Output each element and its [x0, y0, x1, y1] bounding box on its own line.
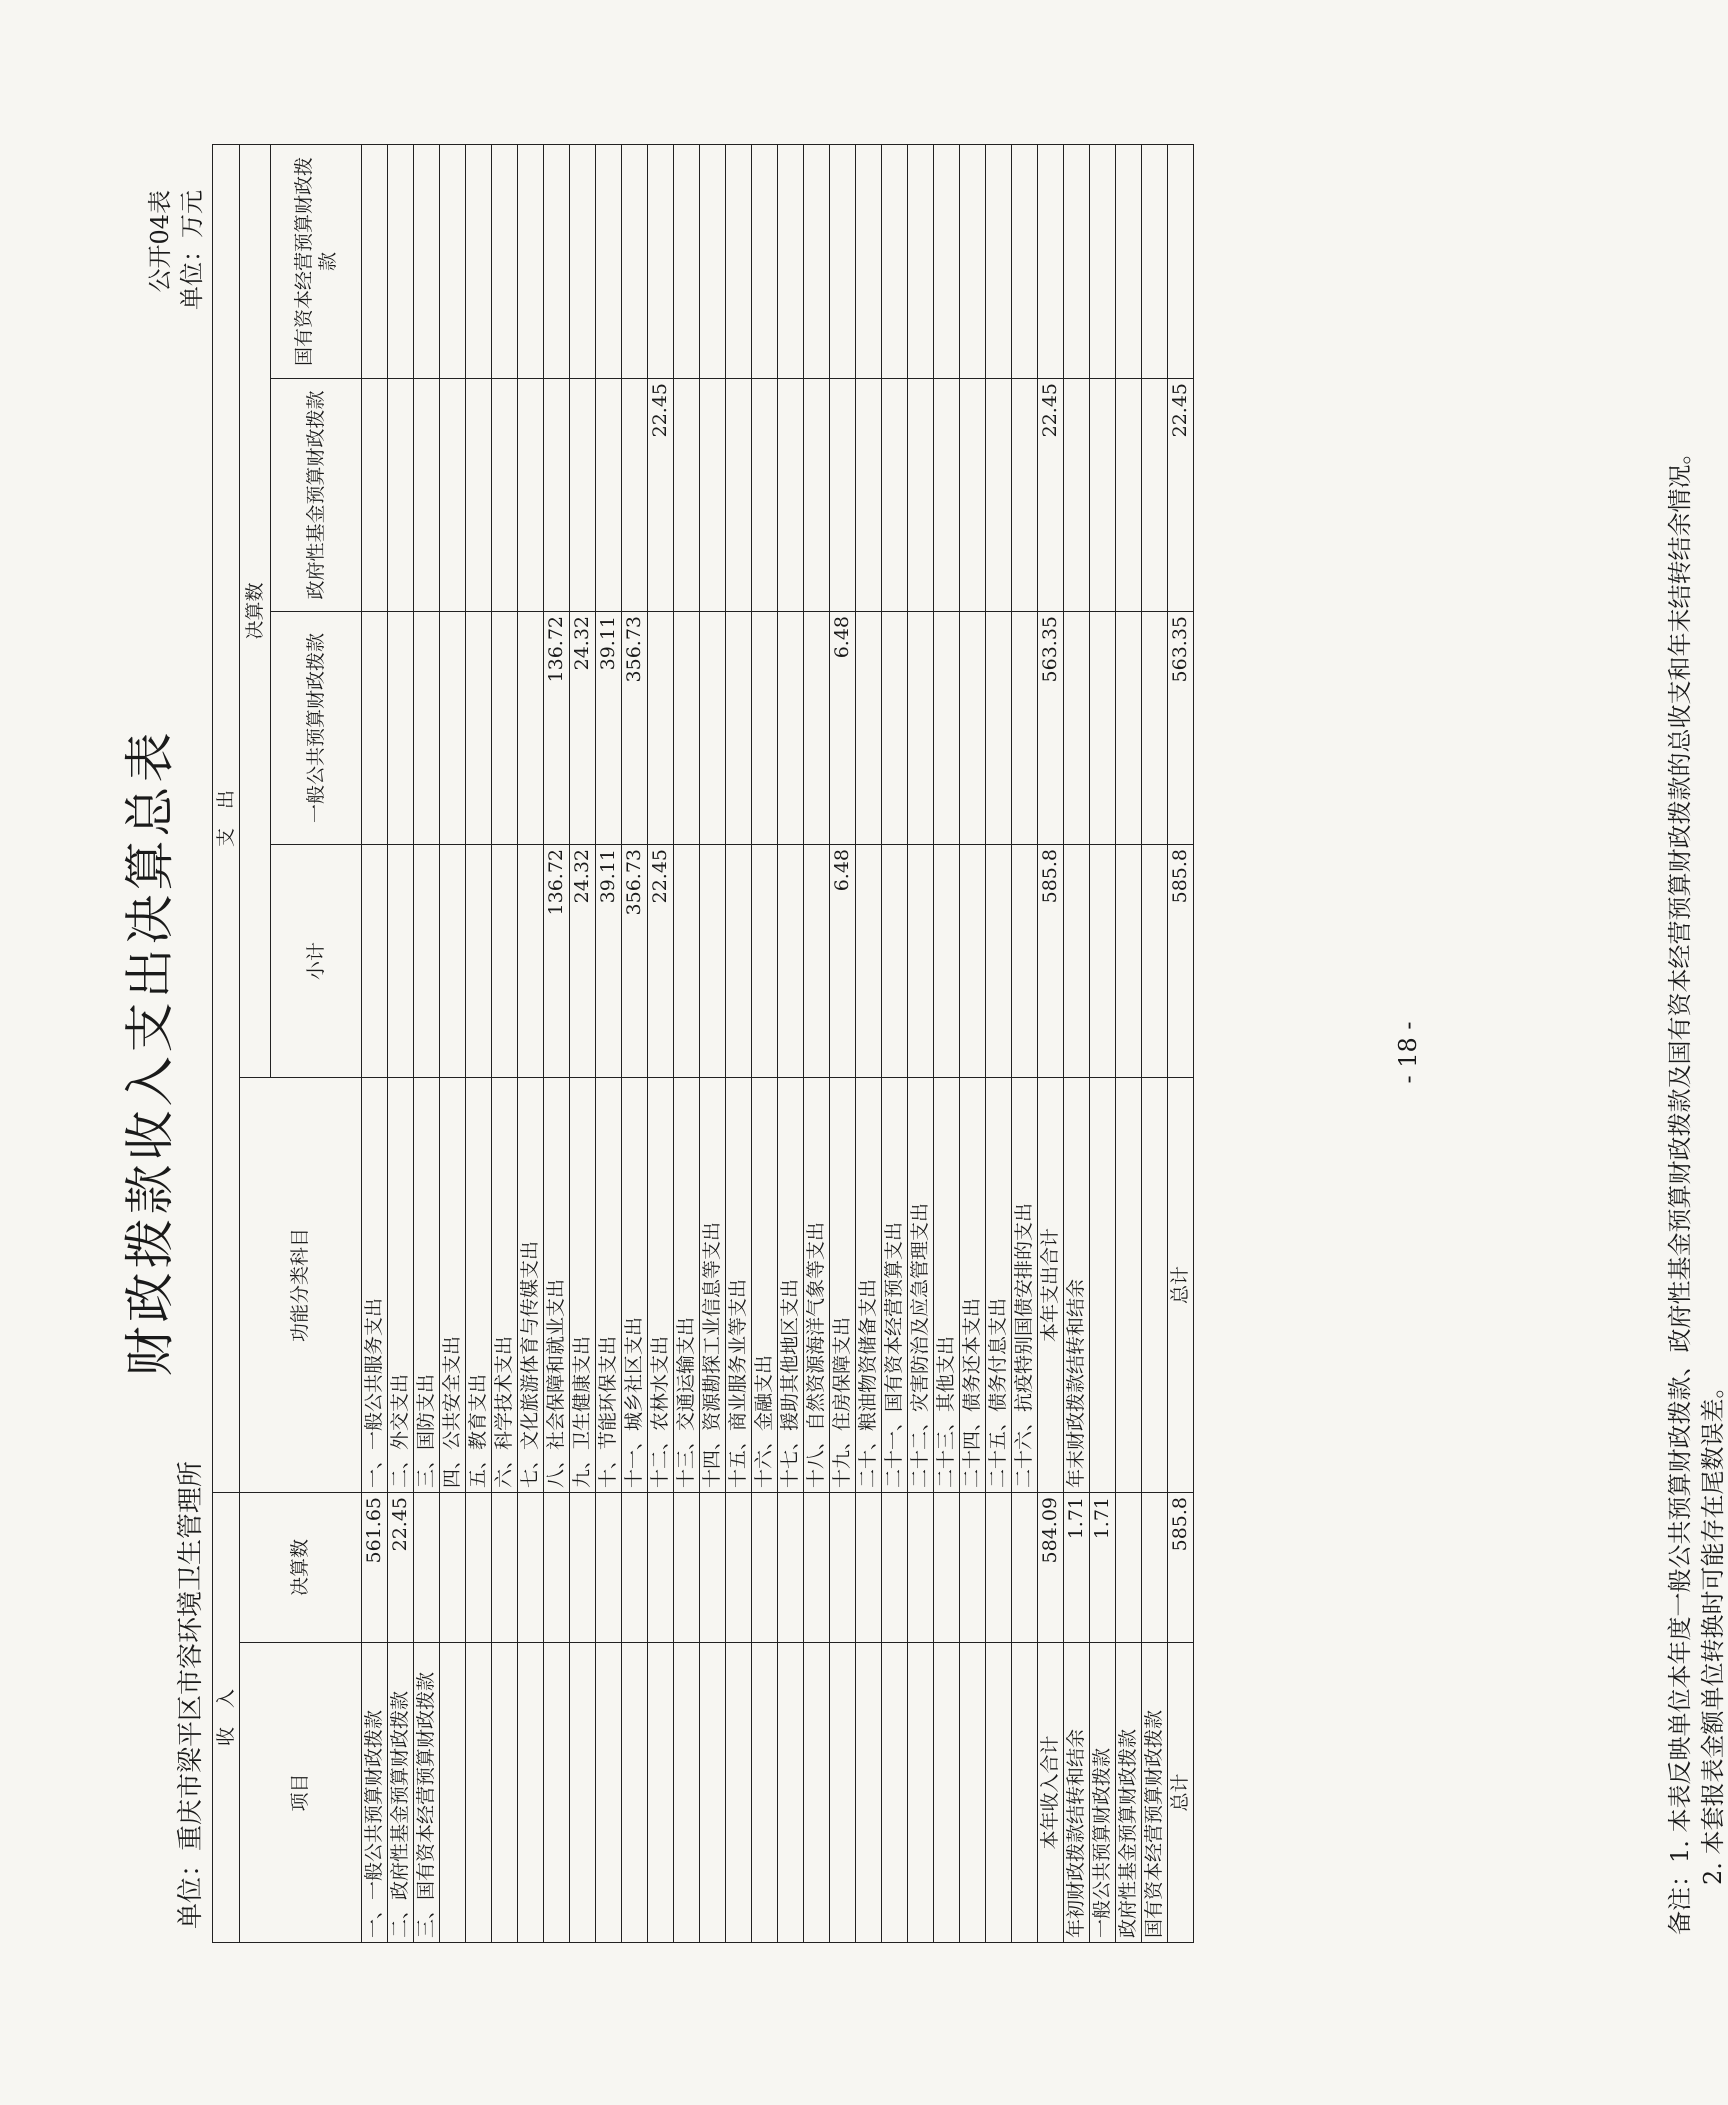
- income-amount-cell: [752, 1492, 778, 1642]
- general-public-budget-cell: [492, 611, 518, 844]
- income-item-cell: [830, 1643, 856, 1943]
- state-capital-budget-cell: [830, 144, 856, 378]
- government-fund-budget-cell: [1064, 378, 1090, 611]
- table-row: [414, 144, 440, 1942]
- income-item-cell: 三、国有资本经营预算财政拨款: [414, 1643, 440, 1943]
- subtotal-cell: [752, 844, 778, 1077]
- budget-summary-table: [212, 144, 1194, 1943]
- income-item-cell: [466, 1643, 492, 1943]
- form-number: 公开04表: [146, 190, 174, 293]
- table-row: [570, 144, 596, 1942]
- function-subject-cell: 二十、粮油物资储备支出: [856, 1077, 882, 1492]
- subtotal-cell: 356.73: [622, 844, 648, 1077]
- subtotal-cell: 136.72: [544, 844, 570, 1077]
- state-capital-budget-cell: [1168, 144, 1194, 378]
- subtotal-cell: [804, 844, 830, 1077]
- subtotal-cell: 39.11: [596, 844, 622, 1077]
- income-item-cell: 本年收入合计: [1038, 1643, 1064, 1943]
- income-item-cell: [726, 1643, 752, 1943]
- general-public-budget-cell: 24.32: [570, 611, 596, 844]
- income-amount-cell: [1012, 1492, 1038, 1642]
- general-public-budget-cell: [856, 611, 882, 844]
- function-subject-cell: 十二、农林水支出: [648, 1077, 674, 1492]
- income-item-cell: [648, 1643, 674, 1943]
- government-fund-budget-cell: [960, 378, 986, 611]
- income-item-cell: 政府性基金预算财政拨款: [1116, 1643, 1142, 1943]
- table-row: [622, 144, 648, 1942]
- subtotal-cell: [414, 844, 440, 1077]
- table-row: [830, 144, 856, 1942]
- state-capital-budget-cell: [1064, 144, 1090, 378]
- state-capital-budget-cell: [492, 144, 518, 378]
- function-category-header: 功能分类科目: [240, 1077, 362, 1492]
- government-fund-budget-cell: [934, 378, 960, 611]
- table-row: [388, 144, 414, 1942]
- function-subject-cell: 总计: [1168, 1077, 1194, 1492]
- government-fund-budget-cell: 22.45: [1038, 378, 1064, 611]
- subtotal-cell: [726, 844, 752, 1077]
- subtotal-cell: [1090, 844, 1116, 1077]
- subtotal-cell: [856, 844, 882, 1077]
- state-capital-budget-cell: [388, 144, 414, 378]
- general-public-budget-cell: 136.72: [544, 611, 570, 844]
- income-item-cell: 总计: [1168, 1643, 1194, 1943]
- income-amount-cell: 585.8: [1168, 1492, 1194, 1642]
- government-fund-budget-cell: [596, 378, 622, 611]
- income-amount-cell: [778, 1492, 804, 1642]
- state-capital-budget-cell: [882, 144, 908, 378]
- state-capital-budget-cell: [752, 144, 778, 378]
- income-amount-cell: [882, 1492, 908, 1642]
- table-row: [1038, 144, 1064, 1942]
- general-public-budget-cell: [440, 611, 466, 844]
- general-public-budget-cell: [986, 611, 1012, 844]
- income-item-cell: [804, 1643, 830, 1943]
- government-fund-budget-cell: [856, 378, 882, 611]
- income-item-cell: [674, 1643, 700, 1943]
- state-capital-budget-cell: [1116, 144, 1142, 378]
- government-fund-budget-cell: [414, 378, 440, 611]
- subtotal-header: 小计: [271, 844, 362, 1077]
- table-row: [518, 144, 544, 1942]
- general-public-budget-cell: 356.73: [622, 611, 648, 844]
- state-capital-budget-cell: [1142, 144, 1168, 378]
- income-item-cell: [778, 1643, 804, 1943]
- income-item-cell: [934, 1643, 960, 1943]
- government-fund-budget-cell: [492, 378, 518, 611]
- subtotal-cell: 24.32: [570, 844, 596, 1077]
- table-row: [544, 144, 570, 1942]
- income-amount-cell: [414, 1492, 440, 1642]
- expense-group-header: 支 出: [213, 144, 240, 1492]
- general-public-budget-cell: [700, 611, 726, 844]
- subtotal-cell: [440, 844, 466, 1077]
- final-amount-header: 决算数: [240, 1492, 362, 1642]
- income-amount-cell: [518, 1492, 544, 1642]
- subtotal-cell: [388, 844, 414, 1077]
- government-fund-budget-cell: 22.45: [648, 378, 674, 611]
- state-capital-budget-cell: [596, 144, 622, 378]
- state-capital-budget-cell: [934, 144, 960, 378]
- government-fund-budget-cell: [1090, 378, 1116, 611]
- income-amount-cell: 1.71: [1064, 1492, 1090, 1642]
- table-row: [1012, 144, 1038, 1942]
- table-row: [648, 144, 674, 1942]
- table-row: [596, 144, 622, 1942]
- page-title: 财政拨款收入支出决算总表: [121, 728, 179, 1377]
- function-subject-cell: [1090, 1077, 1116, 1492]
- income-item-cell: [596, 1643, 622, 1943]
- table-row: [882, 144, 908, 1942]
- government-fund-budget-cell: [570, 378, 596, 611]
- government-fund-budget-cell: [362, 378, 388, 611]
- government-fund-budget-cell: [1012, 378, 1038, 611]
- subtotal-cell: [1012, 844, 1038, 1077]
- government-fund-budget-cell: [700, 378, 726, 611]
- function-subject-cell: 五、教育支出: [466, 1077, 492, 1492]
- function-subject-cell: 八、社会保障和就业支出: [544, 1077, 570, 1492]
- income-item-cell: [518, 1643, 544, 1943]
- income-amount-cell: [622, 1492, 648, 1642]
- state-capital-budget-cell: [414, 144, 440, 378]
- government-fund-budget-cell: [544, 378, 570, 611]
- function-subject-cell: 十、节能环保支出: [596, 1077, 622, 1492]
- subtotal-cell: 6.48: [830, 844, 856, 1077]
- state-capital-budget-cell: [362, 144, 388, 378]
- state-capital-budget-cell: [518, 144, 544, 378]
- subtotal-cell: [960, 844, 986, 1077]
- table-row: [908, 144, 934, 1942]
- subtotal-cell: [362, 844, 388, 1077]
- general-public-budget-cell: [726, 611, 752, 844]
- general-public-budget-cell: 563.35: [1038, 611, 1064, 844]
- government-fund-budget-header: 政府性基金预算财政拨款: [271, 378, 362, 611]
- general-public-budget-cell: [1012, 611, 1038, 844]
- function-subject-cell: 年末财政拨款结转和结余: [1064, 1077, 1090, 1492]
- function-subject-cell: [1116, 1077, 1142, 1492]
- function-subject-cell: 二十四、债务还本支出: [960, 1077, 986, 1492]
- income-item-cell: [440, 1643, 466, 1943]
- general-public-budget-cell: [752, 611, 778, 844]
- function-subject-cell: 十一、城乡社区支出: [622, 1077, 648, 1492]
- income-item-cell: [882, 1643, 908, 1943]
- table-row: [1168, 144, 1194, 1942]
- table-row: [362, 144, 388, 1942]
- state-capital-budget-cell: [466, 144, 492, 378]
- table-row: [674, 144, 700, 1942]
- income-amount-cell: [804, 1492, 830, 1642]
- subtotal-cell: [778, 844, 804, 1077]
- government-fund-budget-cell: [882, 378, 908, 611]
- income-item-cell: [622, 1643, 648, 1943]
- general-public-budget-cell: [778, 611, 804, 844]
- income-amount-cell: 584.09: [1038, 1492, 1064, 1642]
- government-fund-budget-cell: [752, 378, 778, 611]
- government-fund-budget-cell: [1116, 378, 1142, 611]
- state-capital-budget-cell: [908, 144, 934, 378]
- state-capital-budget-cell: [778, 144, 804, 378]
- income-item-cell: 二、政府性基金预算财政拨款: [388, 1643, 414, 1943]
- table-row: [1116, 144, 1142, 1942]
- income-item-cell: [570, 1643, 596, 1943]
- function-subject-cell: 十三、交通运输支出: [674, 1077, 700, 1492]
- income-group-header: 收 入: [213, 1492, 240, 1942]
- function-subject-cell: 二十六、抗疫特别国债安排的支出: [1012, 1077, 1038, 1492]
- income-amount-cell: [960, 1492, 986, 1642]
- income-amount-cell: [440, 1492, 466, 1642]
- function-subject-cell: 本年支出合计: [1038, 1077, 1064, 1492]
- table-row: [960, 144, 986, 1942]
- general-public-budget-cell: [414, 611, 440, 844]
- general-public-budget-cell: [882, 611, 908, 844]
- subtotal-cell: [1064, 844, 1090, 1077]
- table-row: [726, 144, 752, 1942]
- general-public-budget-cell: [804, 611, 830, 844]
- function-subject-cell: 二十三、其他支出: [934, 1077, 960, 1492]
- subtotal-cell: [986, 844, 1012, 1077]
- government-fund-budget-cell: [674, 378, 700, 611]
- function-subject-cell: 二、外交支出: [388, 1077, 414, 1492]
- income-item-cell: 国有资本经营预算财政拨款: [1142, 1643, 1168, 1943]
- function-subject-cell: 一、一般公共服务支出: [362, 1077, 388, 1492]
- income-amount-cell: [908, 1492, 934, 1642]
- income-item-cell: 一般公共预算财政拨款: [1090, 1643, 1116, 1943]
- table-row: [986, 144, 1012, 1942]
- state-capital-budget-cell: [1090, 144, 1116, 378]
- table-row: [1090, 144, 1116, 1942]
- government-fund-budget-cell: [986, 378, 1012, 611]
- general-public-budget-header: 一般公共预算财政拨款: [271, 611, 362, 844]
- government-fund-budget-cell: [804, 378, 830, 611]
- income-amount-cell: [648, 1492, 674, 1642]
- income-amount-cell: [986, 1492, 1012, 1642]
- general-public-budget-cell: [934, 611, 960, 844]
- general-public-budget-cell: 6.48: [830, 611, 856, 844]
- state-capital-budget-cell: [986, 144, 1012, 378]
- item-header: 项目: [240, 1643, 362, 1943]
- income-amount-cell: [544, 1492, 570, 1642]
- general-public-budget-cell: [518, 611, 544, 844]
- function-subject-cell: 十九、住房保障支出: [830, 1077, 856, 1492]
- general-public-budget-cell: [648, 611, 674, 844]
- state-capital-budget-cell: [700, 144, 726, 378]
- function-subject-cell: 十五、商业服务业等支出: [726, 1077, 752, 1492]
- income-amount-cell: [492, 1492, 518, 1642]
- table-row: [700, 144, 726, 1942]
- general-public-budget-cell: [1090, 611, 1116, 844]
- income-item-cell: 一、一般公共预算财政拨款: [362, 1643, 388, 1943]
- income-amount-cell: [466, 1492, 492, 1642]
- income-item-cell: [856, 1643, 882, 1943]
- income-amount-cell: [700, 1492, 726, 1642]
- income-amount-cell: [596, 1492, 622, 1642]
- currency-unit: 单位：万元: [178, 190, 206, 310]
- government-fund-budget-cell: [518, 378, 544, 611]
- income-amount-cell: [830, 1492, 856, 1642]
- income-amount-cell: 1.71: [1090, 1492, 1116, 1642]
- state-capital-budget-cell: [1038, 144, 1064, 378]
- note-line-2: 2. 本套报表金额单位转换时可能存在尾数误差。: [1699, 1374, 1727, 1885]
- income-amount-cell: [934, 1492, 960, 1642]
- general-public-budget-cell: [1116, 611, 1142, 844]
- state-capital-budget-cell: [440, 144, 466, 378]
- function-subject-cell: 二十五、债务付息支出: [986, 1077, 1012, 1492]
- table-row: [492, 144, 518, 1942]
- income-item-cell: [1012, 1643, 1038, 1943]
- reporting-unit: 单位：重庆市梁平区市容环境卫生管理所: [176, 1460, 206, 1929]
- government-fund-budget-cell: [908, 378, 934, 611]
- income-item-cell: [752, 1643, 778, 1943]
- function-subject-cell: 十四、资源勘探工业信息等支出: [700, 1077, 726, 1492]
- general-public-budget-cell: 39.11: [596, 611, 622, 844]
- state-capital-budget-cell: [648, 144, 674, 378]
- state-capital-budget-cell: [544, 144, 570, 378]
- function-subject-cell: 九、卫生健康支出: [570, 1077, 596, 1492]
- final-group-header: 决算数: [240, 144, 271, 1077]
- income-amount-cell: [570, 1492, 596, 1642]
- subtotal-cell: [908, 844, 934, 1077]
- function-subject-cell: [1142, 1077, 1168, 1492]
- government-fund-budget-cell: [726, 378, 752, 611]
- table-row: [752, 144, 778, 1942]
- government-fund-budget-cell: 22.45: [1168, 378, 1194, 611]
- table-row: [1142, 144, 1168, 1942]
- function-subject-cell: 二十一、国有资本经营预算支出: [882, 1077, 908, 1492]
- general-public-budget-cell: [674, 611, 700, 844]
- table-row: [466, 144, 492, 1942]
- function-subject-cell: 七、文化旅游体育与传媒支出: [518, 1077, 544, 1492]
- subtotal-cell: [518, 844, 544, 1077]
- government-fund-budget-cell: [440, 378, 466, 611]
- subtotal-cell: 22.45: [648, 844, 674, 1077]
- subtotal-cell: [492, 844, 518, 1077]
- state-capital-budget-header: 国有资本经营预算财政拨款: [271, 144, 362, 378]
- general-public-budget-cell: [1142, 611, 1168, 844]
- state-capital-budget-cell: [622, 144, 648, 378]
- state-capital-budget-cell: [1012, 144, 1038, 378]
- table-row: [856, 144, 882, 1942]
- income-item-cell: [908, 1643, 934, 1943]
- function-subject-cell: 四、公共安全支出: [440, 1077, 466, 1492]
- government-fund-budget-cell: [466, 378, 492, 611]
- subtotal-cell: 585.8: [1168, 844, 1194, 1077]
- function-subject-cell: 十七、援助其他地区支出: [778, 1077, 804, 1492]
- page-number: - 18 -: [1394, 1021, 1422, 1084]
- state-capital-budget-cell: [674, 144, 700, 378]
- function-subject-cell: 十六、金融支出: [752, 1077, 778, 1492]
- income-amount-cell: [1116, 1492, 1142, 1642]
- subtotal-cell: 585.8: [1038, 844, 1064, 1077]
- table-row: [778, 144, 804, 1942]
- general-public-budget-cell: [908, 611, 934, 844]
- function-subject-cell: 十八、自然资源海洋气象等支出: [804, 1077, 830, 1492]
- government-fund-budget-cell: [830, 378, 856, 611]
- general-public-budget-cell: [362, 611, 388, 844]
- general-public-budget-cell: [960, 611, 986, 844]
- subtotal-cell: [1116, 844, 1142, 1077]
- subtotal-cell: [1142, 844, 1168, 1077]
- state-capital-budget-cell: [804, 144, 830, 378]
- subtotal-cell: [700, 844, 726, 1077]
- table-body: [362, 144, 1194, 1942]
- general-public-budget-cell: [466, 611, 492, 844]
- function-subject-cell: 六、科学技术支出: [492, 1077, 518, 1492]
- income-item-cell: [700, 1643, 726, 1943]
- government-fund-budget-cell: [622, 378, 648, 611]
- general-public-budget-cell: 563.35: [1168, 611, 1194, 844]
- government-fund-budget-cell: [1142, 378, 1168, 611]
- government-fund-budget-cell: [388, 378, 414, 611]
- state-capital-budget-cell: [726, 144, 752, 378]
- general-public-budget-cell: [1064, 611, 1090, 844]
- function-subject-cell: 三、国防支出: [414, 1077, 440, 1492]
- subtotal-cell: [674, 844, 700, 1077]
- income-amount-cell: [674, 1492, 700, 1642]
- note-line-1: 备注：1. 本表反映单位本年度一般公共预算财政拨款、政府性基金预算财政拨款及国有资本经营预算财政拨款的总收支和年末结转结余情况。: [1666, 440, 1694, 1935]
- table-row: [934, 144, 960, 1942]
- table-row: [440, 144, 466, 1942]
- income-amount-cell: 561.65: [362, 1492, 388, 1642]
- income-item-cell: [492, 1643, 518, 1943]
- subtotal-cell: [466, 844, 492, 1077]
- income-amount-cell: 22.45: [388, 1492, 414, 1642]
- income-amount-cell: [856, 1492, 882, 1642]
- income-amount-cell: [1142, 1492, 1168, 1642]
- government-fund-budget-cell: [778, 378, 804, 611]
- state-capital-budget-cell: [856, 144, 882, 378]
- subtotal-cell: [934, 844, 960, 1077]
- general-public-budget-cell: [388, 611, 414, 844]
- state-capital-budget-cell: [570, 144, 596, 378]
- table-row: [804, 144, 830, 1942]
- function-subject-cell: 二十二、灾害防治及应急管理支出: [908, 1077, 934, 1492]
- income-item-cell: [544, 1643, 570, 1943]
- income-item-cell: [960, 1643, 986, 1943]
- income-amount-cell: [726, 1492, 752, 1642]
- income-item-cell: [986, 1643, 1012, 1943]
- subtotal-cell: [882, 844, 908, 1077]
- state-capital-budget-cell: [960, 144, 986, 378]
- table-row: [1064, 144, 1090, 1942]
- income-item-cell: 年初财政拨款结转和结余: [1064, 1643, 1090, 1943]
